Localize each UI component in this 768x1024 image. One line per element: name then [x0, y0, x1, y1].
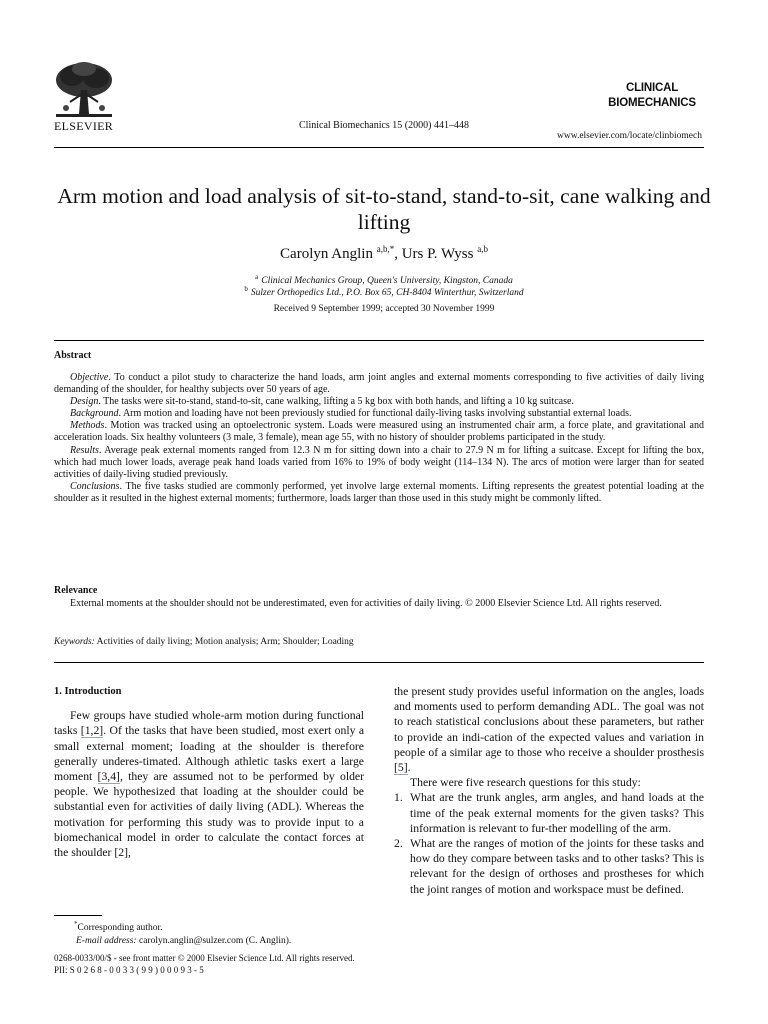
pii-line: PII: S 0 2 6 8 - 0 0 3 3 ( 9 9 ) 0 0 0 9 3 - 5: [54, 965, 204, 975]
abstract-body: [54, 372, 704, 505]
author-1-affiliation-mark: a,b,*: [376, 244, 395, 254]
intro-paragraph-3: There were five research questions for this study:: [410, 776, 641, 790]
footnote-mark: *: [74, 920, 78, 928]
copyright-line-1: 0268-0033/00/$ - see front matter © 2000 Elsevier Science Ltd. All rights reserved.: [54, 953, 355, 963]
objective-label: Objective: [70, 372, 109, 383]
intro-p2-text-a: the present study provides useful information on the angles, loads and moments used to perform demanding ADL. The goal was not to reach statistical conclusions about these parameters, but rather to provide an indi-cation of the expected values and variation in people of a similar age to those who receive a shoulder prosthesis: [394, 685, 704, 759]
email-address[interactable]: carolyn.anglin@sulzer.com (C. Anglin).: [136, 936, 292, 947]
results-label: Results: [70, 444, 99, 456]
conclusions-text: . The five tasks studied are commonly performed, yet involve large external moments. Lifting represents the greatest potential loading at the shoulder as it resulted in the highest external moments; furthermore, loads larger than those used in this study might be commonly lifted.: [54, 480, 704, 504]
elsevier-tree-icon: [52, 60, 116, 118]
intro-p2-text-b: .: [407, 761, 411, 775]
abstract-objective: [54, 372, 704, 396]
author-1: Carolyn Anglin: [280, 246, 373, 262]
abstract-heading: Abstract: [54, 350, 92, 361]
list-item: [394, 836, 704, 897]
received-dates: Received 9 September 1999; accepted 30 November 1999: [273, 304, 495, 314]
research-questions-list: [394, 790, 704, 896]
right-column: [394, 684, 704, 897]
list-item-text: What are the trunk angles, arm angles, and hand loads at the time of the peak external moments for the given tasks? This information is relevant to fur-ther modelling of the arm.: [410, 791, 704, 835]
section-heading-introduction: 1. Introduction: [54, 686, 122, 697]
keywords-list: Activities of daily living; Motion analysis; Arm; Shoulder; Loading: [94, 637, 354, 647]
author-2: Urs P. Wyss: [401, 246, 474, 262]
footnote-corresponding-text: Corresponding author.: [77, 923, 163, 934]
author-separator: ,: [394, 246, 402, 262]
keywords: [54, 637, 354, 647]
list-item: [394, 790, 704, 836]
journal-brand: [602, 81, 702, 111]
affiliation-2-mark: b: [244, 285, 248, 293]
affiliation-2: [54, 285, 714, 298]
results-text: . Average peak external moments ranged from 12.3 N m for sitting down into a chair to 27.9 N m for lifting a suitcase. Except for lifting the box, which had much lower loads, average peak hand loads varied from 16% to 19% of body weight (114–134 N). The arcs of motion were larger than for seated activities of daily-living studied previously.: [54, 444, 704, 480]
footnote-email: [54, 935, 374, 948]
left-column: [54, 684, 364, 860]
affiliation-2-text: Sulzer Orthopedics Ltd., P.O. Box 65, CH-8404 Winterthur, Switzerland: [250, 288, 524, 299]
affiliation-1-mark: a: [255, 273, 259, 281]
background-text: . Arm motion and loading have not been previously studied for functional daily-living tasks involving substantial external loads.: [118, 408, 632, 420]
abstract-design: [54, 396, 704, 408]
intro-p1-text-c: , they are assumed not to be performed by older people. We hypothesized that loading at the shoulder could be substantial even for activities of daily living (ADL). Whereas the motivation for performing this study was to provide input to a biomechanical model in order to calculate the contact forces at the shoulder [2],: [54, 770, 364, 860]
article-title: Arm motion and load analysis of sit-to-stand, stand-to-sit, cane walking and lifting: [57, 184, 711, 234]
footnote-divider: [54, 915, 102, 916]
author-list: [54, 244, 714, 263]
methods-text: . Motion was tracked using an optoelectronic system. Loads were measured using an instrumented chair arm, a force plate, and gravitational and acceleration loads. Six healthy volunteers (3 male, 3 female), mean age 55, with no history of shoulder problems participated in the study.: [54, 420, 704, 444]
intro-paragraph-2: [394, 684, 704, 775]
abstract-top-divider: [54, 340, 704, 341]
methods-label: Methods: [70, 420, 105, 432]
citation-link-5[interactable]: [5]: [394, 761, 408, 775]
brand-line-1: CLINICAL: [625, 82, 679, 94]
header-divider: [54, 147, 704, 148]
relevance-text: External moments at the shoulder should not be underestimated, even for activities of daily living. © 2000 Elsevier Science Ltd. All rights reserved.: [70, 598, 662, 609]
footnote: [54, 918, 374, 948]
publisher-name: ELSEVIER: [54, 119, 114, 133]
list-item-number: 2.: [394, 837, 403, 851]
relevance-heading: Relevance: [54, 585, 98, 596]
email-label: E-mail address:: [76, 936, 137, 947]
citation-link-3-4[interactable]: [3,4]: [97, 770, 120, 784]
journal-url[interactable]: www.elsevier.com/locate/clinbiomech: [556, 131, 702, 141]
list-item-text: What are the ranges of motion of the joints for these tasks and how do they compare between tasks and to other tasks? This is relevant for the design of orthoses and prostheses for which the joint ranges of motion and workspace must be defined.: [410, 837, 704, 896]
abstract-background: [54, 408, 704, 420]
author-2-affiliation-mark: a,b: [477, 244, 488, 254]
abstract-results: [54, 445, 704, 481]
keywords-label: Keywords:: [54, 637, 95, 647]
abstract-bottom-divider: [54, 662, 704, 663]
abstract-methods: [54, 420, 704, 444]
design-label: Design: [70, 396, 99, 408]
intro-paragraph-1: [54, 708, 364, 860]
brand-line-2: BIOMECHANICS: [608, 97, 696, 109]
background-label: Background: [70, 408, 119, 420]
intro-p1-text-a: Few groups have studied whole-arm motion during functional tasks: [54, 709, 364, 738]
objective-text: . To conduct a pilot study to characterize the hand loads, arm joint angles and external moments corresponding to five activities of daily living demanding of the shoulder, for healthy subjects over 50 years of age.: [54, 372, 704, 396]
intro-p1-text-b: . Of the tasks that have been studied, most exert only a small external moment; loading at the shoulder is therefore generally underes-timated. Although athletic tasks exert a large moment: [54, 724, 365, 784]
footnote-corresponding: [54, 918, 374, 935]
journal-reference: Clinical Biomechanics 15 (2000) 441–448: [299, 120, 469, 131]
relevance-body: [54, 598, 704, 610]
list-item-number: 1.: [394, 791, 403, 805]
copyright-notice: [54, 952, 355, 976]
affiliation-1-text: Clinical Mechanics Group, Queen's University, Kingston, Canada: [261, 276, 513, 287]
design-text: . The tasks were sit-to-stand, stand-to-sit, cane walking, lifting a 5 kg box with both hands, and lifting a 10 kg suitcase.: [98, 396, 574, 408]
abstract-conclusions: [54, 481, 704, 505]
citation-link-1-2[interactable]: [1,2]: [80, 724, 104, 738]
conclusions-label: Conclusions: [70, 480, 120, 492]
